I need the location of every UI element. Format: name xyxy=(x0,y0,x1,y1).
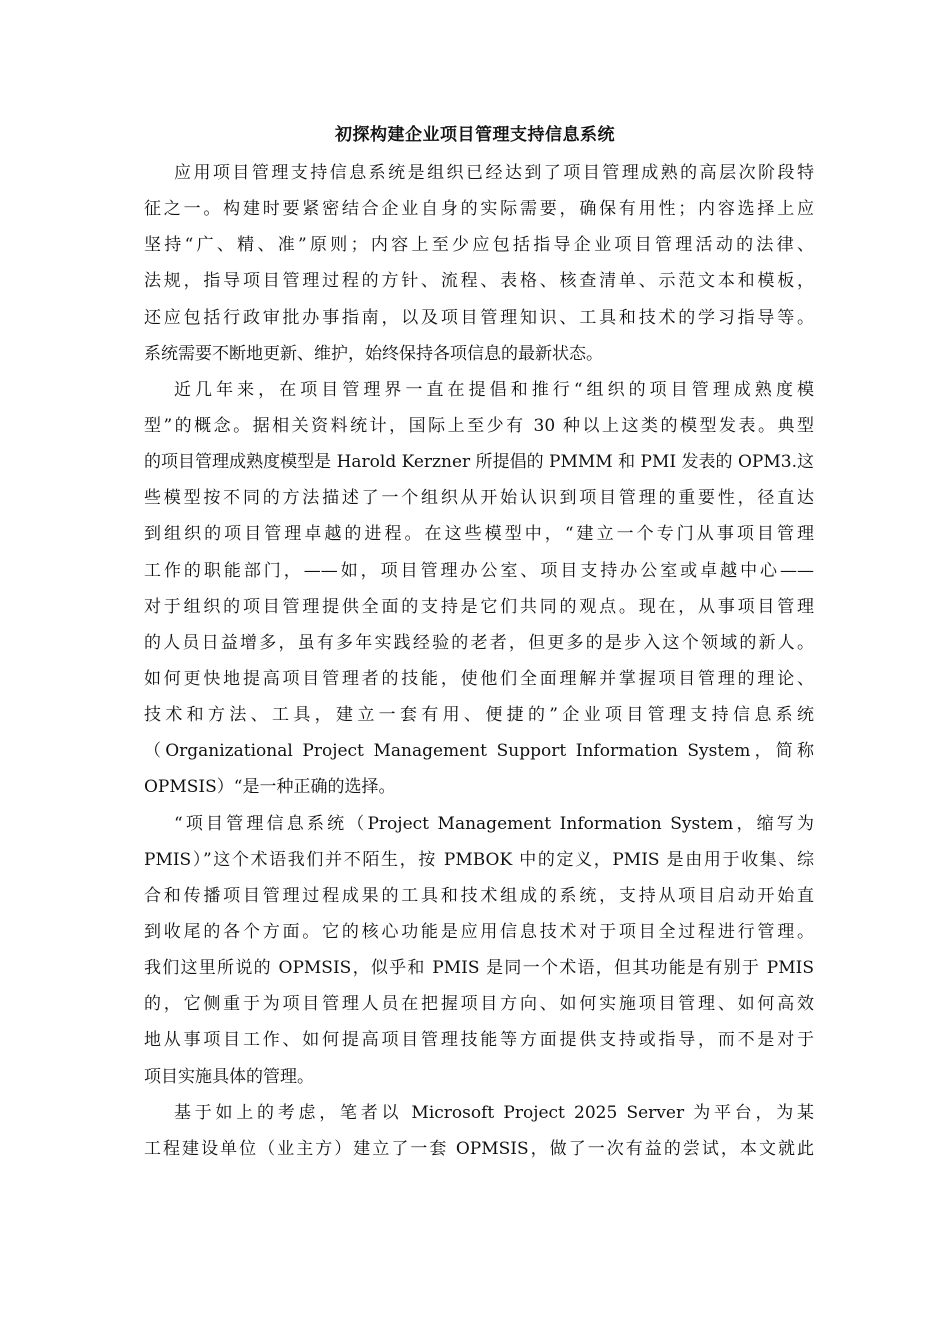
text-line: 近几年来，在项目管理界一直在提倡和推行“组织的项目管理成熟度模 xyxy=(174,379,814,400)
text-line: 基于如上的考虑，笔者以 Microsoft Project 2025 Server 为平台，为某 xyxy=(174,1102,814,1123)
text-line: 合和传播项目管理过程成果的工具和技术组成的系统，支持从项目启动开始直 xyxy=(144,885,814,906)
text-line: OPMSIS）“是一种正确的选择。 xyxy=(144,777,396,798)
text-line: 工程建设单位（业主方）建立了一套 OPMSIS，做了一次有益的尝试，本文就此 xyxy=(144,1138,814,1159)
text-line: 到收尾的各个方面。它的核心功能是应用信息技术对于项目全过程进行管理。 xyxy=(144,921,814,942)
paragraph-3 xyxy=(144,806,814,1095)
text-line: 法规，指导项目管理过程的方针、流程、表格、核查清单、示范文本和模板， xyxy=(144,271,814,292)
text-line: 的人员日益增多，虽有多年实践经验的老者，但更多的是步入这个领域的新人。 xyxy=(144,632,814,653)
text-line: 应用项目管理支持信息系统是组织已经达到了项目管理成熟的高层次阶段特 xyxy=(174,163,814,183)
text-line: 些模型按不同的方法描述了一个组织从开始认识到项目管理的重要性，径直达 xyxy=(144,488,814,509)
text-line: 坚持“广、精、准”原则；内容上至少应包括指导企业项目管理活动的法律、 xyxy=(144,235,814,256)
text-line: 技术和方法、工具，建立一套有用、便捷的”企业项目管理支持信息系统 xyxy=(144,705,814,726)
text-line: 地从事项目工作、如何提高项目管理技能等方面提供支持或指导，而不是对于 xyxy=(144,1030,814,1051)
text-line: 系统需要不断地更新、维护，始终保持各项信息的最新状态。 xyxy=(144,343,603,364)
text-line: 如何更快地提高项目管理者的技能，使他们全面理解并掌握项目管理的理论、 xyxy=(144,668,814,689)
text-line: 我们这里所说的 OPMSIS，似乎和 PMIS 是同一个术语，但其功能是有别于 PMIS xyxy=(144,958,814,979)
text-line: 型”的概念。据相关资料统计，国际上至少有 30 种以上这类的模型发表。典型 xyxy=(144,415,814,436)
text-line: 到组织的项目管理卓越的进程。在这些模型中，“建立一个专门从事项目管理 xyxy=(144,524,814,545)
text-line: 对于组织的项目管理提供全面的支持是它们共同的观点。现在，从事项目管理 xyxy=(144,596,814,617)
paragraph-1 xyxy=(144,155,814,372)
document-body xyxy=(144,155,814,1167)
paragraph-4 xyxy=(144,1095,814,1167)
text-line: “项目管理信息系统（Project Management Information System，缩写为 xyxy=(174,813,814,834)
text-line: 征之一。构建时要紧密结合企业自身的实际需要，确保有用性；内容选择上应 xyxy=(144,199,814,220)
document-title: 初探构建企业项目管理支持信息系统 xyxy=(335,125,615,145)
text-line: （Organizational Project Management Support Information System，简称 xyxy=(144,741,814,762)
text-line: PMIS）”这个术语我们并不陌生，按 PMBOK 中的定义，PMIS 是由用于收集、综 xyxy=(144,849,814,870)
paragraph-2 xyxy=(144,372,814,806)
text-line: 还应包括行政审批办事指南，以及项目管理知识、工具和技术的学习指导等。 xyxy=(144,307,814,328)
text-line: 的，它侧重于为项目管理人员在把握项目方向、如何实施项目管理、如何高效 xyxy=(144,994,814,1015)
text-line: 项目实施具体的管理。 xyxy=(144,1066,314,1087)
text-line: 的项目管理成熟度模型是 Harold Kerzner 所提倡的 PMMM 和 PMI 发表的 OPM3.这 xyxy=(144,452,814,473)
text-line: 工作的职能部门，——如，项目管理办公室、项目支持办公室或卓越中心—— xyxy=(144,560,814,581)
